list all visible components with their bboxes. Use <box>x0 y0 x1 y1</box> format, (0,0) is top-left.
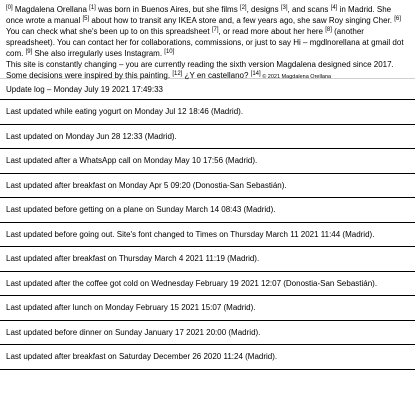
log-entry: Last updated before dinner on Sunday January 17 2021 20:00 (Madrid). <box>0 321 415 346</box>
log-entry: Last updated before going out. Site's font changed to Times on Thursday March 11 2021 11:44 (Madrid). <box>0 223 415 248</box>
footnote-link-12[interactable]: [12] <box>172 71 183 77</box>
footnote-link-14[interactable]: [14] <box>250 71 261 77</box>
bio-text: (another spreadsheet). You can contact her for collaborations, commissions, or just to say Hi – mgdlnorellana at gmail dot com. <box>6 27 404 58</box>
log-entry: Last updated after the coffee got cold on Wednesday February 19 2021 12:07 (Donostia-San Sebastián). <box>0 272 415 297</box>
bio-text: about how to transit any IKEA store and, a few years ago, she saw Roy singing Cher. <box>89 16 395 25</box>
footnote-link-4[interactable]: [4] <box>330 5 338 11</box>
footnote-link-9[interactable]: [9] <box>25 49 33 55</box>
log-entry: Last updated after breakfast on Saturday December 26 2020 11:24 (Madrid). <box>0 345 415 370</box>
bio-text: was born in Buenos Aires, but she films <box>95 5 240 14</box>
footnote-link-2[interactable]: [2] <box>239 5 247 11</box>
update-log-list <box>0 100 415 370</box>
bio-paragraph <box>0 0 415 78</box>
bio-text: , designs <box>246 5 281 14</box>
bio-text: This site is constantly changing – you are currently reading the sixth version Magdalena designed since 2017. Some decisions were inspired by this painting. <box>6 60 394 80</box>
footnote-link-3[interactable]: [3] <box>280 5 288 11</box>
copyright-notice: © 2021 Magdalena Orellana <box>260 74 332 80</box>
bio-text: , and scans <box>287 5 331 14</box>
footnote-link-8[interactable]: [8] <box>325 27 332 33</box>
footnote-link-1[interactable]: [1] <box>89 5 96 11</box>
log-entry: Last updated on Monday Jun 28 12:33 (Madrid). <box>0 125 415 150</box>
spanish-version-link[interactable]: ¿Y en castellano? <box>182 71 251 80</box>
bio-text: , or read more about her here <box>218 27 326 36</box>
log-entry: Last updated before getting on a plane on Sunday March 14 08:43 (Madrid). <box>0 198 415 223</box>
log-entry: Last updated after lunch on Monday February 15 2021 15:07 (Madrid). <box>0 296 415 321</box>
bio-text: Magdalena Orellana <box>12 5 90 14</box>
footnote-link-6[interactable]: [6] <box>394 16 401 22</box>
footnote-link-10[interactable]: [10] <box>164 49 175 55</box>
footnote-link-7[interactable]: [7] <box>211 27 219 33</box>
log-entry: Last updated after breakfast on Monday Apr 5 09:20 (Donostia-San Sebastián). <box>0 174 415 199</box>
bio-text: in Madrid. She once wrote a manual <box>6 5 392 25</box>
log-entry: Last updated after breakfast on Thursday March 4 2021 11:19 (Madrid). <box>0 247 415 272</box>
bio-text: You can check what she's been up to on this spreadsheet <box>6 27 212 36</box>
footnote-link-5[interactable]: [5] <box>82 16 90 22</box>
update-log-header: Update log – Monday July 19 2021 17:49:33 <box>0 78 415 100</box>
footnote-link-0[interactable]: [0] <box>6 5 13 11</box>
bio-text: She also irregularly uses Instagram. <box>32 49 165 58</box>
log-entry: Last updated while eating yogurt on Monday Jul 12 18:46 (Madrid). <box>0 100 415 125</box>
log-entry: Last updated after a WhatsApp call on Monday May 10 17:56 (Madrid). <box>0 149 415 174</box>
